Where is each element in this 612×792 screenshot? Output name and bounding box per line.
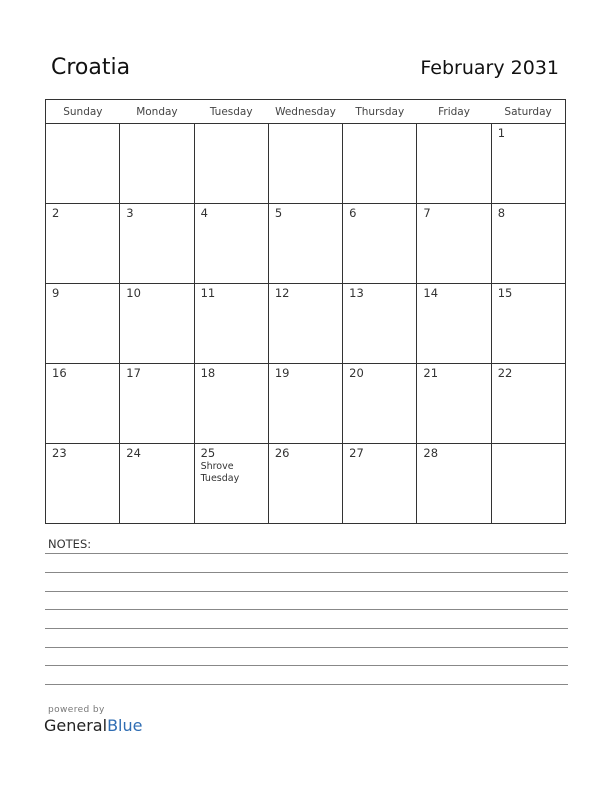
note-line [45, 684, 568, 685]
day-number: 14 [423, 286, 439, 300]
day-cell [417, 444, 491, 524]
day-cell [268, 364, 342, 444]
day-cell [194, 444, 268, 524]
calendar-week-row [46, 284, 566, 364]
note-line [45, 647, 568, 648]
day-number: 20 [349, 366, 364, 380]
empty-day-cell [343, 124, 417, 204]
day-cell [194, 204, 268, 284]
day-cell [46, 444, 120, 524]
empty-day-cell [120, 124, 194, 204]
day-number: 13 [349, 286, 364, 300]
day-cell [194, 284, 268, 364]
note-line [45, 609, 568, 610]
day-cell [46, 204, 120, 284]
day-cell [194, 364, 268, 444]
note-line [45, 628, 568, 629]
note-line [45, 572, 568, 573]
day-number: 3 [126, 206, 134, 220]
brand-logo [44, 716, 142, 735]
day-number: 11 [200, 286, 216, 300]
day-number: 15 [497, 286, 513, 300]
day-cell [268, 284, 342, 364]
weekday-header: Tuesday [194, 100, 268, 124]
brand-name-part2: Blue [107, 716, 143, 735]
empty-day-cell [194, 124, 268, 204]
empty-day-cell [491, 444, 565, 524]
note-line [45, 591, 568, 592]
day-cell [491, 124, 565, 204]
day-number: 4 [200, 206, 208, 220]
empty-day-cell [46, 124, 120, 204]
day-number: 18 [200, 366, 216, 380]
day-cell [46, 364, 120, 444]
day-number: 19 [274, 366, 290, 380]
calendar-country-title: Croatia [51, 55, 131, 80]
calendar-week-row [46, 444, 566, 524]
day-cell [120, 284, 194, 364]
weekday-header: Saturday [491, 100, 565, 124]
day-number: 27 [349, 446, 364, 460]
weekday-header: Wednesday [268, 100, 342, 124]
day-number: 7 [423, 206, 431, 220]
calendar-grid [45, 99, 566, 524]
notes-label: NOTES: [48, 537, 92, 551]
brand-name-part1: General [44, 716, 108, 735]
day-number: 21 [423, 366, 439, 380]
day-cell [417, 204, 491, 284]
day-cell [120, 204, 194, 284]
empty-day-cell [268, 124, 342, 204]
day-cell [343, 444, 417, 524]
weekday-header: Friday [417, 100, 491, 124]
holiday-label: Shrove Tuesday [200, 461, 240, 484]
day-number: 9 [52, 286, 60, 300]
note-line [45, 665, 568, 666]
calendar-month-year: February 2031 [420, 57, 559, 79]
day-cell [343, 204, 417, 284]
weekday-header: Monday [120, 100, 194, 124]
day-number: 28 [423, 446, 439, 460]
day-number: 22 [497, 366, 513, 380]
day-cell [46, 284, 120, 364]
day-cell [120, 364, 194, 444]
day-cell [417, 364, 491, 444]
day-number: 8 [497, 206, 506, 220]
day-number: 2 [52, 206, 60, 220]
weekday-header-row [46, 100, 566, 124]
day-number: 24 [126, 446, 141, 460]
day-number: 23 [52, 446, 67, 460]
day-cell [417, 284, 491, 364]
day-number: 12 [274, 286, 290, 300]
day-cell [120, 444, 194, 524]
day-number: 5 [274, 206, 283, 220]
day-number: 16 [52, 366, 67, 380]
calendar-week-row [46, 204, 566, 284]
day-number: 10 [126, 286, 141, 300]
day-cell [268, 204, 342, 284]
day-number: 1 [497, 126, 506, 140]
day-cell [491, 364, 565, 444]
day-number: 6 [349, 206, 357, 220]
powered-by-label: powered by [48, 705, 105, 715]
day-number: 25 [200, 446, 216, 460]
day-cell [268, 444, 342, 524]
weekday-header: Thursday [343, 100, 417, 124]
note-line [45, 553, 568, 554]
weekday-header: Sunday [46, 100, 120, 124]
calendar-week-row [46, 364, 566, 444]
calendar-week-row [46, 124, 566, 204]
day-number: 17 [126, 366, 141, 380]
day-cell [491, 284, 565, 364]
day-cell [343, 364, 417, 444]
day-number: 26 [274, 446, 290, 460]
empty-day-cell [417, 124, 491, 204]
day-cell [343, 284, 417, 364]
day-cell [491, 204, 565, 284]
